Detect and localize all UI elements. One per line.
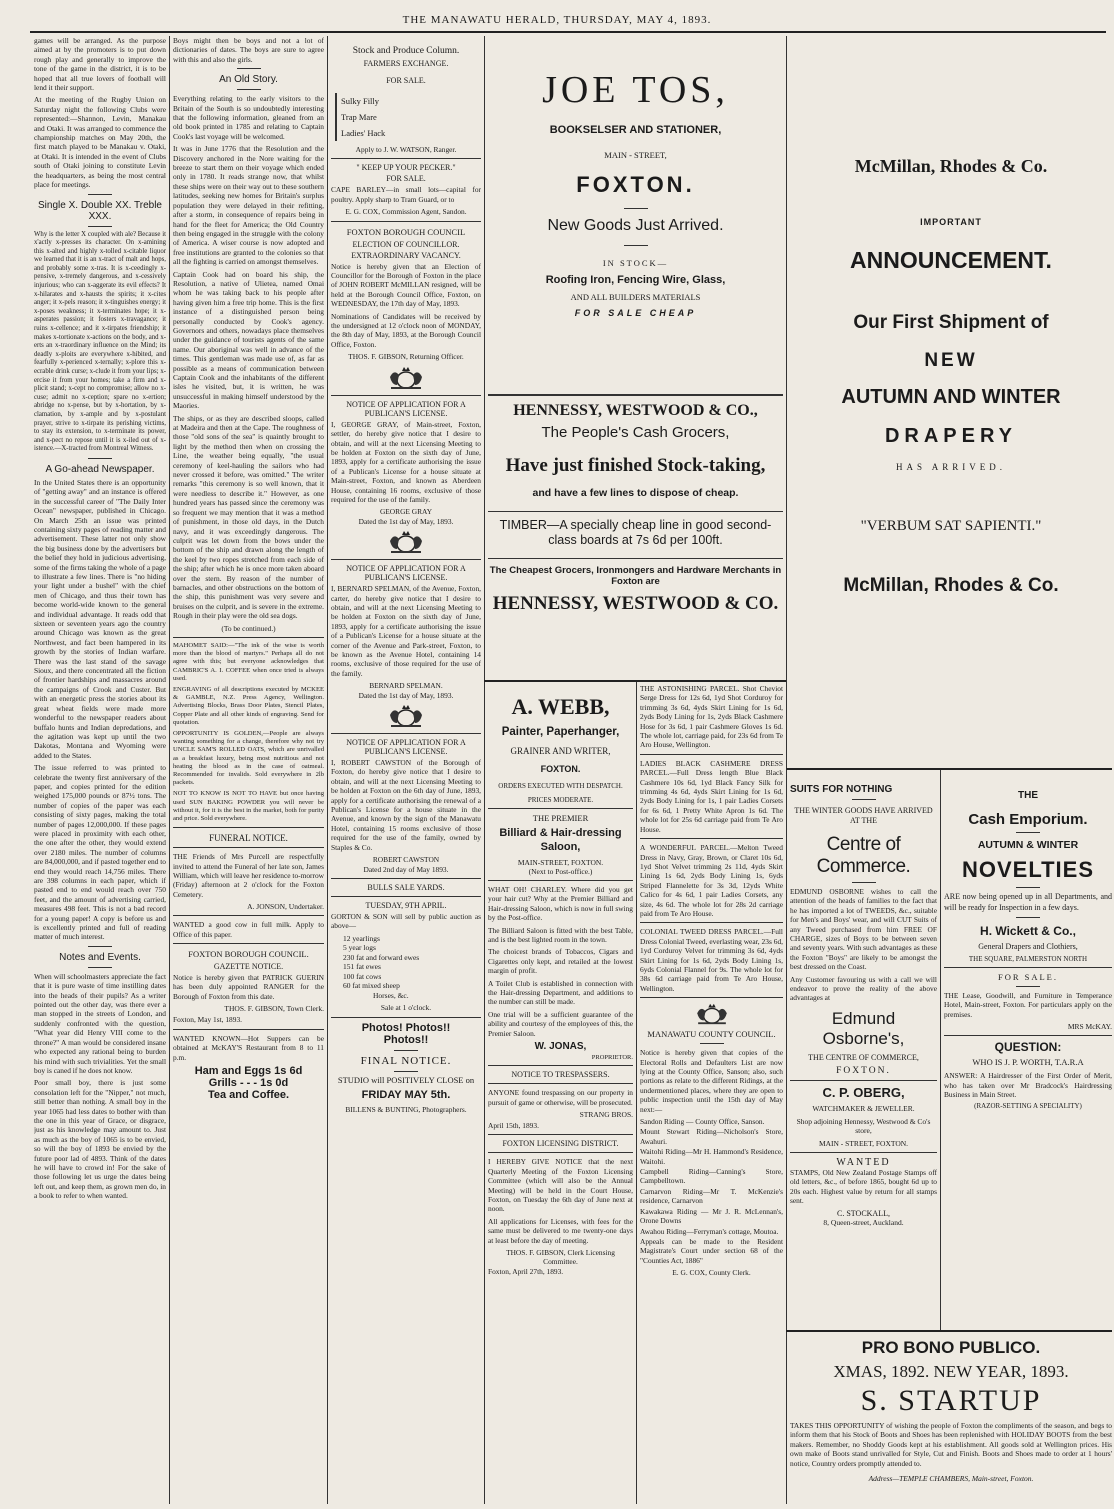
first-shipment: Our First Shipment of [853, 312, 1049, 333]
joe-tos-slogan: New Goods Just Arrived. [547, 217, 724, 234]
suits-heading: SUITS FOR NOTHING [790, 784, 893, 795]
stock-item: 60 fat mixed sheep [343, 981, 400, 991]
notice-heading: FOXTON LICENSING DISTRICT. [502, 1139, 619, 1149]
photos-heading: Photos!! [383, 1033, 429, 1046]
article-heading: Single X. Double XX. Treble XXX. [38, 199, 162, 222]
divider [488, 1134, 633, 1135]
notice-text: Nominations of Candidates will be received by the undersigned at 12 o'clock noon of MONDAY, the 8th day of May, 1893, at the Borough Council Office, Foxton. [331, 311, 481, 349]
divider [331, 733, 481, 734]
divider [331, 559, 481, 560]
continued-note: (To be continued.) [221, 623, 276, 633]
studio-text: STUDIO will POSITIVELY CLOSE on [337, 1074, 475, 1085]
riding-entry: Sandon Riding — County Office, Sanson. [640, 1117, 765, 1127]
article-text: Captain Cook had on board his ship, the Resolution, a native of Ulietea, named Omai whom he was taking back to his people after having given him a free trip home. This is the first instance of a distinguished person being personally conducted by Cook's agency. Governors and others, nowadays place themselves under the guidance of tourists agents of the same name. Our aboriginal was well in advance of the times. This gentleman was made use of, as far as possible as a means of communication between Captain Cook and the inhabitants of the different isles he visited, but, it is written, he was unsuccessful in making himself understood by the Maories. [173, 269, 324, 411]
webb-town: FOXTON. [540, 764, 581, 774]
divider [624, 245, 648, 246]
article-text: Everything relating to the early visitors to the Britain of the South is so undoubtedly interesting that the following information, gleaned from an old book printed in 1785 and relating to Captain Cook's last voyage will be welcomed. [173, 94, 324, 141]
article-text: It was in June 1776 that the Resolution and the Discovery anchored in the Nore waiting for the breeze to start them on their voyage which ended only in 1780. It reads strange now, that whilst these ships were on their way out to these southern latitudes, seeking new homes for Britain's surplus population they were delayed in their refitting, after a storm, in consequence of repairs being in hand for the fleet for America; the Old Country then being engaged in the struggle with the colony of America. A wiser course is now adopted and free institutions are granted to the colonies so that all the fighting is carried on amongst themselves. [173, 144, 324, 267]
divider [488, 394, 783, 396]
riding-entry: Carnarvon Riding—Mr T. McKenzie's residence, Carnarvon [640, 1186, 783, 1206]
the-label: THE [1018, 790, 1038, 801]
parcel-advert: THE ASTONISHING PARCEL. Shot Cheviot Serge Dress for 12s 6d, 1yd Shot Corduroy for trimming 3s 6d, 4yds Skirt Lining for 1s 6d, 2yds Body Lining for 1s, 2yds Black Cashmere Hose for 3s 6d, 1 pair Cashmere Gloves 1s 6d. The whole lot, carriage paid, for 23s 6d from Te Aro House, Wellington. [640, 684, 783, 750]
drapery-label: DRAPERY [884, 425, 1018, 447]
stocktaking-sub: and have a few lines to dispose of cheap. [532, 487, 739, 499]
notice-heading: MANAWATU COUNTY COUNCIL. [647, 1029, 776, 1040]
xmas-heading: XMAS, 1892. NEW YEAR, 1893. [833, 1362, 1069, 1381]
notice-subheading: GAZETTE NOTICE. [213, 962, 284, 972]
notice-date: April 15th, 1893. [488, 1120, 539, 1130]
advert-text: OPPORTUNITY IS GOLDEN,—People are always wanting something for a change, therefore why not try UNCLE SAM'S ROLLED OATS, which are unrivalled as a breakfast luxury, being most nutritious and not heating the blood as in the case of oatmeal. Recommended for invalids. Sold everywhere in 2lb packets. [173, 730, 324, 787]
notice-heading: FOXTON BOROUGH COUNCIL [346, 226, 466, 237]
notice-date: Dated the 1st day of May, 1893. [358, 690, 454, 700]
divider [852, 799, 876, 800]
photos-heading: Photos! Photos!! [361, 1021, 451, 1034]
divider [944, 1035, 1112, 1036]
column-2 [173, 36, 324, 1504]
centre-of-commerce: Centre of Commerce. [816, 834, 911, 877]
royal-crest-icon [692, 1002, 732, 1026]
divider [488, 1065, 633, 1066]
divider [1016, 832, 1040, 833]
answer-text: ANSWER: A Hairdresser of the First Order of Merit, who has taken over Mr Bradcock's Hairdressing Business in Main Street. [944, 1071, 1112, 1100]
new-label: NEW [924, 350, 978, 371]
razor-note: (RAZOR-SETTING A SPECIALITY) [974, 1102, 1082, 1111]
article-heading: Notes and Events. [59, 951, 141, 963]
apply-line: Apply to J. W. WATSON, Ranger. [355, 145, 457, 154]
divider [640, 922, 783, 923]
section-heading: Stock and Produce Column. [352, 46, 460, 56]
notice-signature: GEORGE GRAY [379, 507, 433, 517]
autumn-winter-label: AUTUMN & WINTER [977, 839, 1079, 851]
notice-signature: THOS. F. GIBSON, Returning Officer. [348, 352, 464, 362]
notice-signature: ROBERT CAWSTON [372, 855, 440, 865]
lease-text: THE Lease, Goodwill, and Furniture in Temperance Hotel, Main-street, Foxton. For particulars apply on the premises. [944, 991, 1112, 1019]
stock-item: 12 yearlings [343, 933, 380, 943]
startup-name: S. STARTUP [860, 1384, 1042, 1417]
divider [790, 1080, 937, 1081]
section-subheading: FARMERS EXCHANGE. [363, 59, 449, 68]
divider [173, 915, 324, 916]
notice-heading: NOTICE OF APPLICATION FOR A PUBLICAN'S LICENSE. [346, 399, 466, 418]
riding-entry: Awahou Riding—Ferryman's cottage, Moutoa. [640, 1226, 779, 1236]
wickett-name: H. Wickett & Co., [980, 924, 1076, 938]
menu-line: Tea and Coffee. [207, 1088, 290, 1101]
question-heading: QUESTION: [994, 1040, 1062, 1055]
column-4-ads [488, 40, 783, 680]
notice-text: THE Friends of Mrs Purcell are respectfully invited to attend the Funeral of her late son, James William, which will leave her residence to-morrow (Friday) afternoon at 2 o'clock for the Foxton Cemetery. [173, 852, 324, 899]
divider [173, 827, 324, 828]
divider [88, 967, 112, 968]
billiard-title: Billiard & Hair-dressing Saloon, [499, 827, 622, 853]
article-heading: A Go-ahead Newspaper. [45, 463, 155, 475]
notice-subheading: EXTRAORDINARY VACANCY. [351, 250, 461, 260]
article-text: Boys might then be boys and not a lot of dictionaries of dates. The boys are sure to agree with this and also the girls. [173, 36, 324, 64]
notice-heading: NOTICE OF APPLICATION FOR A PUBLICAN'S LICENSE. [346, 564, 466, 583]
important-label: IMPORTANT [920, 217, 982, 227]
divider [173, 943, 324, 944]
notice-text: I, BERNARD SPELMAN, of the Avenue, Foxton, carter, do hereby give notice that I desire to obtain, and will at the next Licensing Meeting to be holden at Foxton on the sixth day of June, 1893, apply for a certificate authorising the issue of a Publican's License for a house situate at the corner of the Avenue and Park-street, Foxton, to be known as the Avenue Hotel, containing 14 rooms, exclusive of those required for the use of the family. [331, 584, 481, 678]
divider [173, 847, 324, 848]
divider [790, 1152, 937, 1153]
has-arrived: HAS ARRIVED. [895, 462, 1006, 472]
billiard-text: The Billiard Saloon is fitted with the best Table, and is the best lighted room in the town. [488, 925, 633, 945]
notice-date: Foxton, May 1st, 1893. [173, 1015, 242, 1025]
divider [488, 1083, 633, 1084]
sale-heading: BULLS SALE YARDS. [367, 882, 445, 892]
hennessy-title-2: HENNESSY, WESTWOOD & CO. [492, 593, 779, 614]
parcel-advert: COLONIAL TWEED DRESS PARCEL.—Full Dress Colonial Tweed, everlasting wear, 23s 6d, 1yd Corduroy Velvet for trimming 3s 6d, 4yds Skirt Lining for 1s 6d, 2yds Body Lining 1s, 6yds Colonial Flannel for 9s. The whole lot for 38s 6d carriage paid from Te Aro House, Wellington. [640, 927, 783, 993]
novelties-text: ARE now being opened up in all Departments, and will be ready for Inspection in a few days. [944, 892, 1112, 912]
divider [331, 158, 481, 159]
divider [331, 1017, 481, 1018]
wickett-address: THE SQUARE, PALMERSTON NORTH [968, 955, 1088, 963]
for-sale-label: FOR SALE. [997, 972, 1059, 982]
divider [640, 997, 783, 998]
notice-date: Foxton, April 27th, 1893. [488, 1266, 564, 1276]
oberg-name: C. P. OBERG, [822, 1084, 905, 1100]
billiard-text: The choicest brands of Tobaccos, Cigars and Cigarettes only kept, and retailed at the lowest margin of profit. [488, 947, 633, 976]
column-divider [786, 36, 787, 1504]
announcement-heading: ANNOUNCEMENT. [850, 247, 1052, 273]
verbum-motto: "VERBUM SAT SAPIENTI." [860, 518, 1042, 534]
notice-signature: THOS. F. GIBSON, Clerk Licensing Committee. [506, 1247, 615, 1267]
royal-crest-icon [386, 703, 426, 729]
divider [88, 194, 112, 195]
notice-heading: FOXTON BOROUGH COUNCIL. [188, 949, 309, 960]
billiard-post: (Next to Post-office.) [528, 867, 593, 876]
divider [173, 1029, 324, 1030]
notice-heading: NOTICE OF APPLICATION FOR A PUBLICAN'S LICENSE. [346, 738, 466, 757]
divider [640, 754, 783, 755]
startup-address: Address—TEMPLE CHAMBERS, Main-street, Foxton. [868, 1474, 1034, 1484]
stock-item: 151 fat ewes [343, 962, 381, 972]
notice-signature: E. G. COX, County Clerk. [672, 1268, 751, 1278]
premier-label: THE PREMIER [532, 813, 589, 823]
section-rule [786, 768, 1112, 770]
column-divider [940, 770, 941, 1330]
photographers: BILLENS & BUNTING, Photographers. [345, 1105, 467, 1115]
cash-emporium-column [944, 772, 1112, 1332]
osborne-town: FOXTON. [836, 1065, 891, 1076]
notice-text: Notice is hereby given that PATRICK GUERIN has been duly appointed RANGER for the Borough of Foxton from this date. [173, 973, 324, 1001]
masthead: THE MANAWATU HERALD, THURSDAY, MAY 4, 1893. [402, 14, 712, 26]
sale-item: Sulky Filly [341, 96, 380, 106]
timber-offer: TIMBER—A specially cheap line in good second-class boards at 7s 6d per 100ft. [499, 518, 772, 547]
article-text: Why is the letter X coupled with ale? Because it x'actly x-presses its character. On x-amining this x-alted and highly x-tolled x-citable liquor we learned that it is an x-tract of malt and hops, and probably some x-tras. It is x-ceedingly x-pensive, x-tremely dangerous, and x-cessively injurious; who can x-aggerate its evil effects? It x-hilarates and x-hausts the spirits; it x-cites anger; it x-pels reason; it x-tinguishes energy; it x-poses weakness; it x-terminates hope; it x-asperates passion; it fosters x-travagance; it ruins x-cellence; and it x-tirpates friendship; it makes x-tortionate x-actions on the body, and x-erts an x-traordinary influence on the Mind; its deadly x-ploits are everywhere x-hibited, and fearfully x-perienced x-ternally; x-plore this x-ecrable drink curse; x-clude it from your lips; x-ercise it from your homes; take a firm and x-plicit stand; x-cept no compromise; allow no x-cuse; admit no x-ception; spare no x-ertion; abridge no x-pense, but by x-hortation, by x-clamation, by x-ample and by x-postulant prayer, strive to x-tirpate its perishing victims, to stay its extension, to x-terminate its power, and x-pect no repose until it is x-iled out of x-istence.—X-tracted from Montreal Witness. [34, 230, 166, 453]
sale-date: TUESDAY, 9TH APRIL. [365, 900, 447, 910]
divider [488, 511, 783, 512]
cash-emporium-title: Cash Emporium. [968, 811, 1088, 828]
webb-trade: Painter, Paperhanger, [501, 726, 620, 738]
column-divider [169, 36, 170, 1504]
closing-date: FRIDAY MAY 5th. [361, 1089, 451, 1102]
notice-date: Dated 2nd day of May 1893. [363, 864, 449, 874]
divider [237, 68, 261, 69]
notice-text: WANTED KNOWN—Hot Suppers can be obtained at McKAY'S Restaurant from 8 to 11 p.m. [173, 1033, 324, 1062]
webb-prices: PRICES MODERATE. [527, 796, 594, 804]
article-text: The issue referred to was printed to celebrate the twenty first anniversary of the paper, and copies printed for the edition weighed 175,000 pounds or 87½ tons. The number of copies of the paper was each consisting of sixty pages, making the total number of pages 12,000,000. If these pages were placed in proximity with each other, the one after the other, they would extend over 2180 miles. The number of columns are 84,000,000, and if pasted together end to end they would reach 14,756 miles. There are 398 columns in each paper, which if pasted end to end would reach over 750 feet, and the amount of advertising carried, measures 498 feet. This is not a bad record for a young paper! A copy is before us and is excellently printed and full of reading matter of much interest. [34, 763, 166, 942]
divider [331, 878, 481, 879]
notice-subheading: ELECTION OF COUNCILLOR. [352, 239, 460, 249]
divider [331, 896, 481, 897]
osborne-text: Any Customer favouring us with a call we will endeavor to prove the reality of the above advantages at [790, 974, 937, 1003]
stock-item: 5 year logs [343, 943, 376, 953]
article-text: Poor small boy, there is just some consolation left for the "Nipper," not much, still better than nothing. A small boy in the year 1065 had less dates to bother with than the one in this year of Grace, or disgrace, just as his knowledge may amount to. Just as much as the boy of 1065 is to be envied, so will the boy of 1893 be envied by the future poor lad of 4893. Think of the dates he will have to crowd in! For the sake of those following let us urge the dates being left out, and keep them, as grown men do, in a book to refer to when wanted. [34, 1078, 166, 1201]
article-text: games will be arranged. As the purpose aimed at by the promoters is to put down rough play and generally to improve the tone of the game in the district, it is to be hoped that all true lovers of football will lend it their support. [34, 36, 166, 93]
sale-text: GORTON & SON will sell by public auction as above— [331, 911, 481, 931]
te-aro-column [640, 684, 783, 1504]
stockall-name: C. STOCKALL, [837, 1208, 890, 1218]
divider [1016, 887, 1040, 888]
osborne-text: EDMUND OSBORNE wishes to call the attention of the heads of families to the fact that he has imported a lot of TWEEDS, &c., suitable for Men's and Boys' wear, and will CUT Suits of any Tweed purchased from him FREE OF CHARGE, sizes of Boys to be between seven and seventy years. With such advantages as these the Foxton "Boys" are likely to be amongst the best dressed on the Coast. [790, 887, 937, 972]
oberg-address: MAIN - STREET, FOXTON. [818, 1138, 909, 1148]
stamps-text: STAMPS, Old New Zealand Postage Stamps off old letters, &c., of before 1865, bought 6d up to 20s each. Highest value by return for all stamps sent. [790, 1167, 937, 1206]
royal-crest-icon [386, 365, 426, 391]
hennessy-title: HENNESSY, WESTWOOD & CO., [513, 402, 758, 419]
osborne-centre: THE CENTRE OF COMMERCE, [808, 1052, 919, 1062]
startup-text: TAKES THIS OPPORTUNITY of wishing the people of Foxton the compliments of the season, and begs to inform them that his Stock of Boots and Shoes has been replenished with HOLIDAY BOOTS from the best makers. Remember, no Shoddy Goods kept at his establishment. All goods sold at Wellington prices. His own make of Boots stand unrivalled for Style, Cut and Finish. Boots and Shoes made to order at 1 hours' notice, Country orders promptly attended to. [790, 1421, 1112, 1468]
joe-tos-street: MAIN - STREET, [604, 150, 667, 160]
divider [852, 882, 876, 883]
advert-text: MAHOMET SAID:—"The ink of the wise is worth more than the blood of martyrs." Perhaps all do not agree with this; but everyone acknowledges that CAMBRIC'S A. I. COFFEE when once tried is always used. [173, 641, 324, 682]
riding-entry: Waitohi Riding—Mr H. Hammond's Residence, Waitohi. [640, 1147, 783, 1166]
article-text: At the meeting of the Rugby Union on Saturday night the following Clubs were represented:—Shannon, Levin, Manakau and Otaki. It was arranged to commence the championship matches on May 20th, the first match played to be Manakau v. Otaki, at Otaki. It is intended in the event of Clubs south of Otaki joining to constitute Levin the headquarters, as being the most central place for meetings. [34, 95, 166, 190]
sale-item: Trap Mare [341, 112, 377, 122]
divider [1016, 986, 1040, 987]
section-rule [484, 680, 786, 682]
notice-text: I, ROBERT CAWSTON of the Borough of Foxton, do hereby give notice that I desire to obtain, and will at the next Licensing Meeting to be holden at Foxton on the 6th day of June, 1893, apply for a certificate authorising the renewal of a Publican's License for a house situate in the Avenue, and known by the sign of the Manawatu Hotel, containing 15 rooms exclusive of those required for the use of the family, owned by Staples & Co. [331, 758, 481, 852]
advert-text: NOT TO KNOW IS NOT TO HAVE but once having used SUN BAKING POWDER you will never be without it, for it is the best in the market, both for purity and price. Sold everywhere. [173, 790, 324, 823]
winter-goods: THE WINTER GOODS HAVE ARRIVED AT THE [794, 806, 933, 825]
osborne-name: Edmund Osborne's, [822, 1008, 905, 1048]
autumn-winter: AUTUMN AND WINTER [841, 386, 1061, 408]
mcmillan-name: McMillan, Rhodes & Co. [854, 156, 1048, 176]
notice-text: Notice is hereby given that copies of the Electoral Rolls and Defaulters List are now lying at the County Office, Sanson; also, such portions as relate to the different Ridings, at the undermentioned places, where they are open to public inspection until the 15th day of May next:— [640, 1048, 783, 1114]
mcmillan-name-2: McMillan, Rhodes & Co. [843, 575, 1059, 596]
notice-text: ANYONE found trespassing on our property in pursuit of game or otherwise, will be prosecuted. [488, 1088, 633, 1107]
divider [394, 1071, 418, 1072]
wickett-trade: General Drapers and Clothiers, [978, 942, 1078, 951]
divider [624, 208, 648, 209]
divider [331, 395, 481, 396]
webb-orders: ORDERS EXECUTED WITH DESPATCH. [498, 782, 623, 790]
billiard-text: A Toilet Club is established in connection with the Hair-dressing Department, and additions to the number can still be made. [488, 978, 633, 1007]
jonas-title: PROPRIETOR. [591, 1054, 633, 1062]
divider [488, 808, 633, 809]
jonas-name: W. JONAS, [534, 1041, 587, 1053]
divider [237, 89, 261, 90]
notice-text: Notice is hereby given that an Election of Councillor for the Borough of Foxton in the place of JOHN ROBERT McMILLAN resigned, will be held at the Borough Council Office, Foxton, on WEDNESDAY, the 17th day of May, 1893. [331, 261, 481, 309]
column-1 [34, 36, 166, 1504]
billiard-address: MAIN-STREET, FOXTON. [517, 858, 604, 867]
divider [700, 1043, 724, 1044]
divider [488, 558, 783, 559]
in-stock-label: IN STOCK— [602, 258, 669, 268]
sale-time: Sale at 1 o'clock. [380, 1003, 432, 1013]
cheapest-line: The Cheapest Grocers, Ironmongers and Hardware Merchants in Foxton are [489, 565, 782, 587]
notice-text: I, GEORGE GRAY, of Main-street, Foxton, settler, do hereby give notice that I desire to obtain, and will at the next Licensing Meeting to be holden at Foxton on the sixth day of June, 1893, apply for a certificate authorising the issue of a Publican's License for a house situate at Main-street, Foxton, and known as Aberdeen House, containing 16 rooms, exclusive of those required for the use of the family. [331, 419, 481, 504]
article-heading: An Old Story. [219, 74, 278, 86]
notice-date: Dated the 1st day of May, 1893. [358, 516, 454, 526]
column-divider [327, 36, 328, 1504]
billiard-text: One trial will be a sufficient guarantee of the ability and courtesy of the employees of this, the Premier Saloon. [488, 1009, 633, 1038]
stock-line: AND ALL BUILDERS MATERIALS [570, 292, 701, 302]
notice-signature: BERNARD SPELMAN. [369, 681, 443, 691]
ad-heading: " KEEP UP YOUR PECKER." [356, 163, 456, 173]
section-rule [786, 1330, 1112, 1332]
column-3 [331, 36, 481, 1504]
notice-heading: FUNERAL NOTICE. [209, 833, 288, 844]
startup-advert [790, 1334, 1112, 1504]
notice-text: All applications for Licenses, with fees for the same must be delivered to me twenty-one days at least before the day of meeting. [488, 1216, 633, 1245]
divider [331, 221, 481, 222]
stock-line: FOR SALE CHEAP [574, 308, 697, 318]
mckay-signature: MRS McKAY. [1067, 1022, 1112, 1032]
for-sale-label: FOR SALE. [386, 174, 426, 184]
riding-entry: Kawakawa Riding — Mr J. R. McLennan's, Orone Downs [640, 1206, 783, 1226]
royal-crest-icon [386, 529, 426, 555]
riding-entry: Campbell Riding—Canning's Store, Campbelltown. [640, 1167, 783, 1186]
notice-text: Appeals can be made to the Resident Magistrate's Court under section 68 of the "Counties Act, 1886" [640, 1236, 783, 1265]
webb-column [488, 684, 633, 1504]
riding-entry: Mount Stewart Riding—Nicholson's Store, Awahuri. [640, 1127, 783, 1146]
notice-signature: STRANG BROS. [579, 1109, 633, 1119]
divider [1016, 917, 1040, 918]
notice-text: I HEREBY GIVE NOTICE that the next Quarterly Meeting of the Foxton Licensing Committee (which will also be the Annual Meeting) will be held in the Court House, Foxton, on Tuesday the 6th day of June next at noon. [488, 1157, 633, 1214]
stockall-address: 8, Queen-street, Auckland. [823, 1217, 904, 1227]
notice-signature: THOS. F. GIBSON, Town Clerk. [224, 1004, 324, 1014]
column-divider [484, 36, 485, 1504]
divider [394, 1050, 418, 1051]
billiard-text: WHAT OH! CHARLEY. Where did you get your hair cut? Why at the Premier Billiard and Hair-dressing Saloon, which is now in full swing by the Post-office. [488, 885, 633, 923]
ad-text: CAPE BARLEY—in small lots—capital for poultry. Apply sharp to Tram Guard, or to [331, 185, 481, 204]
question-text: WHO IS J. P. WORTH, T.A.R.A [972, 1057, 1084, 1068]
divider [640, 838, 783, 839]
column-divider [636, 680, 637, 1504]
notice-signature: A. JONSON, Undertaker. [247, 902, 324, 912]
joe-tos-title: JOE TOS, [542, 69, 729, 111]
stock-item: 230 fat and forward ewes [343, 952, 420, 962]
webb-name: A. WEBB, [511, 694, 610, 719]
for-sale-label: FOR SALE. [386, 76, 426, 85]
final-notice: FINAL NOTICE. [360, 1054, 452, 1067]
divider [88, 946, 112, 947]
divider [488, 880, 633, 881]
joe-tos-trade: BOOKSELSER AND STATIONER, [549, 124, 722, 136]
mcmillan-advert [790, 36, 1112, 766]
masthead-rule [30, 31, 1106, 33]
notice-heading: NOTICE TO TRESPASSERS. [511, 1070, 610, 1080]
novelties-heading: NOVELTIES [961, 857, 1095, 882]
divider [88, 458, 112, 459]
sale-item: Ladies' Hack [341, 128, 386, 138]
divider [944, 967, 1112, 968]
article-text: When will schoolmasters appreciate the fact that it is pure waste of time instilling dates into the heads of their pupils? As a writer pointed out the other day, was there ever a man stopped in the streets of London, and suddenly confronted with the question, "What year did Henry VIII come to the throne?" A man would be considered insane who expected any rational being to burden his mind with such trivialities. Yet the small boy is caned if he does not know. [34, 971, 166, 1075]
article-text: In the United States there is an opportunity of "getting away" and an instance is offered in the successful career of "The Daily Inter Ocean" newspaper, published in Chicago. On March 25th an issue was printed containing sixty pages of reading matter and advertisement. These latter not only show the big business done by the advertisers but the belief they hold in judicious advertising, some of the firms taking the whole of a page to illustrate a few lines. There is "no hiding your light under a bushel" with the chief men of Chicago, and thus their town has become world-wide known to the general and individual advantage. It reads odd that sixteen or seventeen years ago the country around Chicago was known as the great Northwest, and fact been hampered in its growth by the stories of Indian warfare. There was the last stand of the savage Sioux, and there concentrated all the fiction of frontier hardships and massacres around the campaigns of Crook and Custer. But with an energetic press the stories about its great wheat fields were made more wonderful to the newspaper readers about buffalo hunts and Indian depredations, and the agitation was kept up until the two Dakotas, Montana and Wyoming were added to the States. [34, 477, 166, 760]
oberg-trade: WATCHMAKER & JEWELLER. [812, 1103, 915, 1113]
divider [88, 226, 112, 227]
parcel-advert: LADIES BLACK CASHMERE DRESS PARCEL.—Full Dress length Blue Black Cashmere 10s 6d, 1yd Black Fancy Silk for trimming 4s 6d, 4yds Skirt Lining for 1s 6d, 2yds Body Lining for 1s, 1 pair Ladies Corsets for 6s 6d, 1 Pretty White Apron 1s 6d. The whole lot for 25s 6d carriage paid from Te Aro House. [640, 758, 783, 834]
article-text: The ships, or as they are described sloops, called at Madeira and then at the Cape. The roughness of those "old sons of the sea" is quaintly brought to light by the method then when on crossing the Line, the weather being equally, "the usual ceremony of keel-hauling the sailors who had never crossed it before, was omitted." The writer remarks "this ceremony is so well known, that it were needless to describe it." However, as one hundred years has passed since the ceremony was so frequent we may mention that it was a method of punishment, in those old days, in the Dutch navy, and it was exceedingly dangerous. The culprit was let down from the bows under the bottom of the ship and drawn along the length of the keel by two ropes stretched from each side of the ship; after which he is once more taken aboard over the stern. By reason of the number of barnacles, and other obstructions on the bottom of the ship, this punishment was very severe and bruises on the culprit, and is severe in the extreme. Rough in their play were the old sea dogs. [173, 413, 324, 621]
stock-line: Roofing Iron, Fencing Wire, Glass, [545, 274, 726, 286]
stock-item: Horses, &c. [373, 990, 409, 1000]
pro-bono-heading: PRO BONO PUBLICO. [861, 1338, 1041, 1357]
divider [173, 637, 324, 638]
parcel-advert: A WONDERFUL PARCEL.—Melton Tweed Dress in Navy, Gray, Brown, or Claret 10s 6d, 1yd Shot Velvet trimming 2s 11d, 4yds Skirt Lining 1s 6d, 2yds Body Lining 1s, 6yds Striped Flannelette for 3s 3d, 12yds White Calico for 4s 6d, 1 pair Ladies Corsets, any size, 4s 6d. The whole lot for 28s 2d carriage paid from Te Aro House. [640, 843, 783, 918]
webb-grainer: GRAINER AND WRITER, [510, 746, 611, 756]
hennessy-tagline: The People's Cash Grocers, [541, 424, 730, 441]
ad-signature: E. G. COX, Commission Agent, Sandon. [345, 207, 467, 217]
notice-text: WANTED a good cow in full milk. Apply to Office of this paper. [173, 920, 324, 939]
stock-item: 100 fat cows [343, 971, 382, 981]
joe-tos-town: FOXTON. [576, 172, 695, 197]
divider [488, 1152, 633, 1153]
osborne-column [790, 772, 937, 1332]
stocktaking-heading: Have just finished Stock-taking, [505, 455, 766, 476]
menu-line: Grills - - - 1s 0d [208, 1076, 289, 1089]
advert-text: ENGRAVING of all descriptions executed by MCKEE & GAMBLE, N.Z. Press Agency, Wellington. Advertising Blocks, Brass Door Plates, Stencil Plates, Copper Plate and all other kinds of engraving. Send for quotation. [173, 685, 324, 726]
menu-line: Ham and Eggs 1s 6d [194, 1064, 303, 1077]
oberg-shop: Shop adjoining Hennessy, Westwood & Co's store, [796, 1116, 931, 1135]
wanted-label: WANTED [836, 1156, 891, 1168]
